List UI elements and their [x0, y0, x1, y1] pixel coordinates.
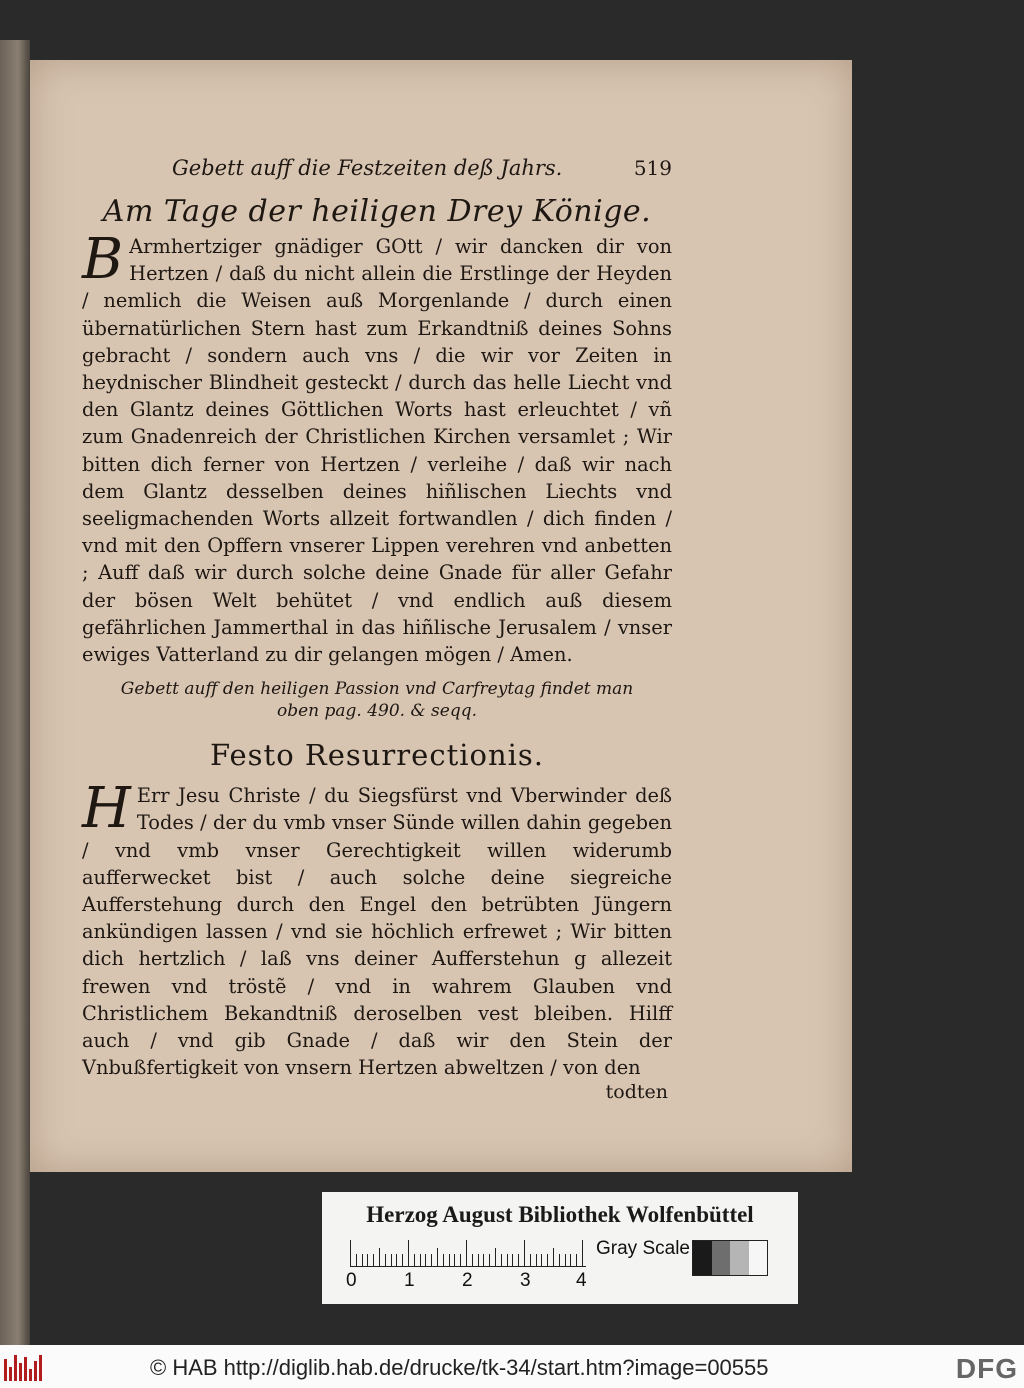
- ruler-tick: [530, 1254, 531, 1266]
- gray-scale-strip: [692, 1240, 768, 1276]
- dropcap-b: B: [82, 227, 124, 292]
- dropcap-h: H: [82, 776, 131, 842]
- passion-note: [82, 678, 672, 722]
- ruler-tick: [443, 1254, 444, 1266]
- prayer-epiphany-text: Armhertziger gnädiger GOtt / wir dancken dir von Hertzen / daß du nicht allein die Erstlinge der Heyden / nemlich die Weisen auß Morgenlande / durch einen übernatürlichen Stern hast zum Erkandtniß deines Sohns gebracht / sondern auch vns / die wir vor Zeiten in heydnischer Blindheit gesteckt / durch das helle Liecht vnd den Glantz deines Göttlichen Worts hast erleuchtet / vñ zum Gnadenreich der Christlichen Kirchen versamlet ; Wir bitten dich ferner von Hertzen / verleihe / daß wir nach dem Glantz desselben deines hiñlischen Liechts vnd seeligmachenden Worts allzeit fortwandlen / dich finden / vnd mit den Opffern vnserer Lippen verehren vnd anbetten ; Auff daß wir durch solche deine Gnade für aller Gefahr der bösen Welt behütet / vnd endlich auß diesem gefährlichen Jammerthal in das hiñlische Jerusalem / vnser ewiges Vatterland zu dir gelangen mögen / Amen.: [82, 235, 672, 667]
- ruler-tick: [559, 1254, 560, 1266]
- ruler-tick: [565, 1254, 566, 1266]
- ruler-tick: [449, 1254, 450, 1266]
- ruler-tick: [431, 1254, 432, 1266]
- ruler-tick: [420, 1254, 421, 1266]
- ruler-tick: [362, 1254, 363, 1266]
- viewer-footer: [0, 1345, 1024, 1388]
- ruler-number-0: 0: [346, 1270, 357, 1291]
- ruler-tick: [379, 1248, 380, 1266]
- ruler-tick: [367, 1254, 368, 1266]
- ruler-tick: [396, 1254, 397, 1266]
- prayer-resurrection: [82, 776, 672, 1081]
- logo-bar: [19, 1363, 22, 1381]
- reference-card: [322, 1192, 798, 1304]
- ruler-number-3: 3: [520, 1270, 531, 1291]
- book-page: [30, 60, 852, 1172]
- ruler-tick: [478, 1254, 479, 1266]
- ruler-tick: [483, 1254, 484, 1266]
- ruler-tick: [350, 1240, 351, 1266]
- running-head: [82, 156, 672, 180]
- ruler-tick: [524, 1240, 525, 1266]
- ruler-tick: [454, 1254, 455, 1266]
- ruler-tick: [356, 1254, 357, 1266]
- catchword: todten: [605, 1081, 668, 1104]
- ruler-tick: [547, 1254, 548, 1266]
- ruler-tick: [553, 1248, 554, 1266]
- ruler-tick: [466, 1240, 467, 1266]
- ruler-tick: [512, 1254, 513, 1266]
- logo-bar: [24, 1357, 27, 1381]
- ruler-number-2: 2: [462, 1270, 473, 1291]
- ruler-tick: [460, 1254, 461, 1266]
- ruler-number-1: 1: [404, 1270, 415, 1291]
- library-name: Herzog August Bibliothek Wolfenbüttel: [366, 1202, 754, 1227]
- ruler-tick: [489, 1254, 490, 1266]
- gray-scale-label: Gray Scale: [596, 1238, 690, 1259]
- ruler-tick: [408, 1240, 409, 1266]
- ruler-tick: [472, 1254, 473, 1266]
- ruler-number-4: 4: [576, 1270, 587, 1291]
- gray-swatch: [730, 1241, 749, 1275]
- ruler-tick: [518, 1254, 519, 1266]
- ruler-tick: [373, 1254, 374, 1266]
- section-title-epiphany: Am Tage der heiligen Drey Könige.: [102, 194, 652, 229]
- passion-note-line2: oben pag. 490. & seqq.: [277, 701, 477, 722]
- dfg-logo: DFG: [955, 1353, 1018, 1384]
- ruler-tick: [570, 1254, 571, 1266]
- ruler-tick: [507, 1254, 508, 1266]
- gray-swatch: [712, 1241, 731, 1275]
- gray-swatch: [749, 1241, 768, 1275]
- measurement-ruler: [350, 1238, 586, 1267]
- passion-note-line1: Gebett auff den heiligen Passion vnd Carfreytag findet man: [120, 679, 634, 700]
- ruler-tick: [414, 1254, 415, 1266]
- ruler-tick: [425, 1254, 426, 1266]
- previous-page-edge: [0, 40, 30, 1360]
- logo-bar: [34, 1361, 37, 1381]
- ruler-tick: [391, 1254, 392, 1266]
- copyright-link[interactable]: © HAB http://diglib.hab.de/drucke/tk-34/start.htm?image=00555: [150, 1355, 769, 1380]
- ruler-tick: [437, 1248, 438, 1266]
- ruler-tick: [402, 1254, 403, 1266]
- ruler-tick: [385, 1254, 386, 1266]
- running-head-title: Gebett auff die Festzeiten deß Jahrs.: [172, 156, 563, 180]
- prayer-epiphany: [82, 227, 672, 668]
- logo-bar: [29, 1369, 32, 1381]
- ruler-tick: [576, 1254, 577, 1266]
- ruler-tick: [536, 1254, 537, 1266]
- page-number: 519: [633, 156, 672, 180]
- ruler-tick: [495, 1248, 496, 1266]
- ruler-tick: [541, 1254, 542, 1266]
- section-title-resurrection: Festo Resurrectionis.: [209, 738, 545, 773]
- gray-swatch: [693, 1241, 712, 1275]
- ruler-tick: [582, 1240, 583, 1266]
- ruler-tick: [501, 1254, 502, 1266]
- page-text-block: [82, 156, 672, 1103]
- logo-bar: [9, 1367, 12, 1381]
- logo-bar: [14, 1355, 17, 1381]
- hab-barcode-logo-icon: [4, 1353, 42, 1381]
- logo-bar: [39, 1355, 42, 1381]
- prayer-resurrection-text: Err Jesu Christe / du Siegsfürst vnd Vberwinder deß Todes / der du vmb vnser Sünde willen dahin gegeben / vnd vmb vnser Gerechtigkeit willen widerumb aufferwecket bist / auch solche deine siegreiche Aufferstehung durch den Engel den betrübten Jüngern ankündigen lassen / vnd sie höchlich erfrewet ; Wir bitten dich hertzlich / laß vns deiner Aufferstehun g allezeit frewen vnd tröstẽ / vnd in wahrem Glauben vnd Christlichem Bekandtniß deroselben vest bleiben. Hilff auch / vnd gib Gnade / daß wir den Stein der Vnbußfertigkeit von vnsern Hertzen abweltzen / von den: [82, 784, 672, 1080]
- logo-bar: [4, 1359, 7, 1381]
